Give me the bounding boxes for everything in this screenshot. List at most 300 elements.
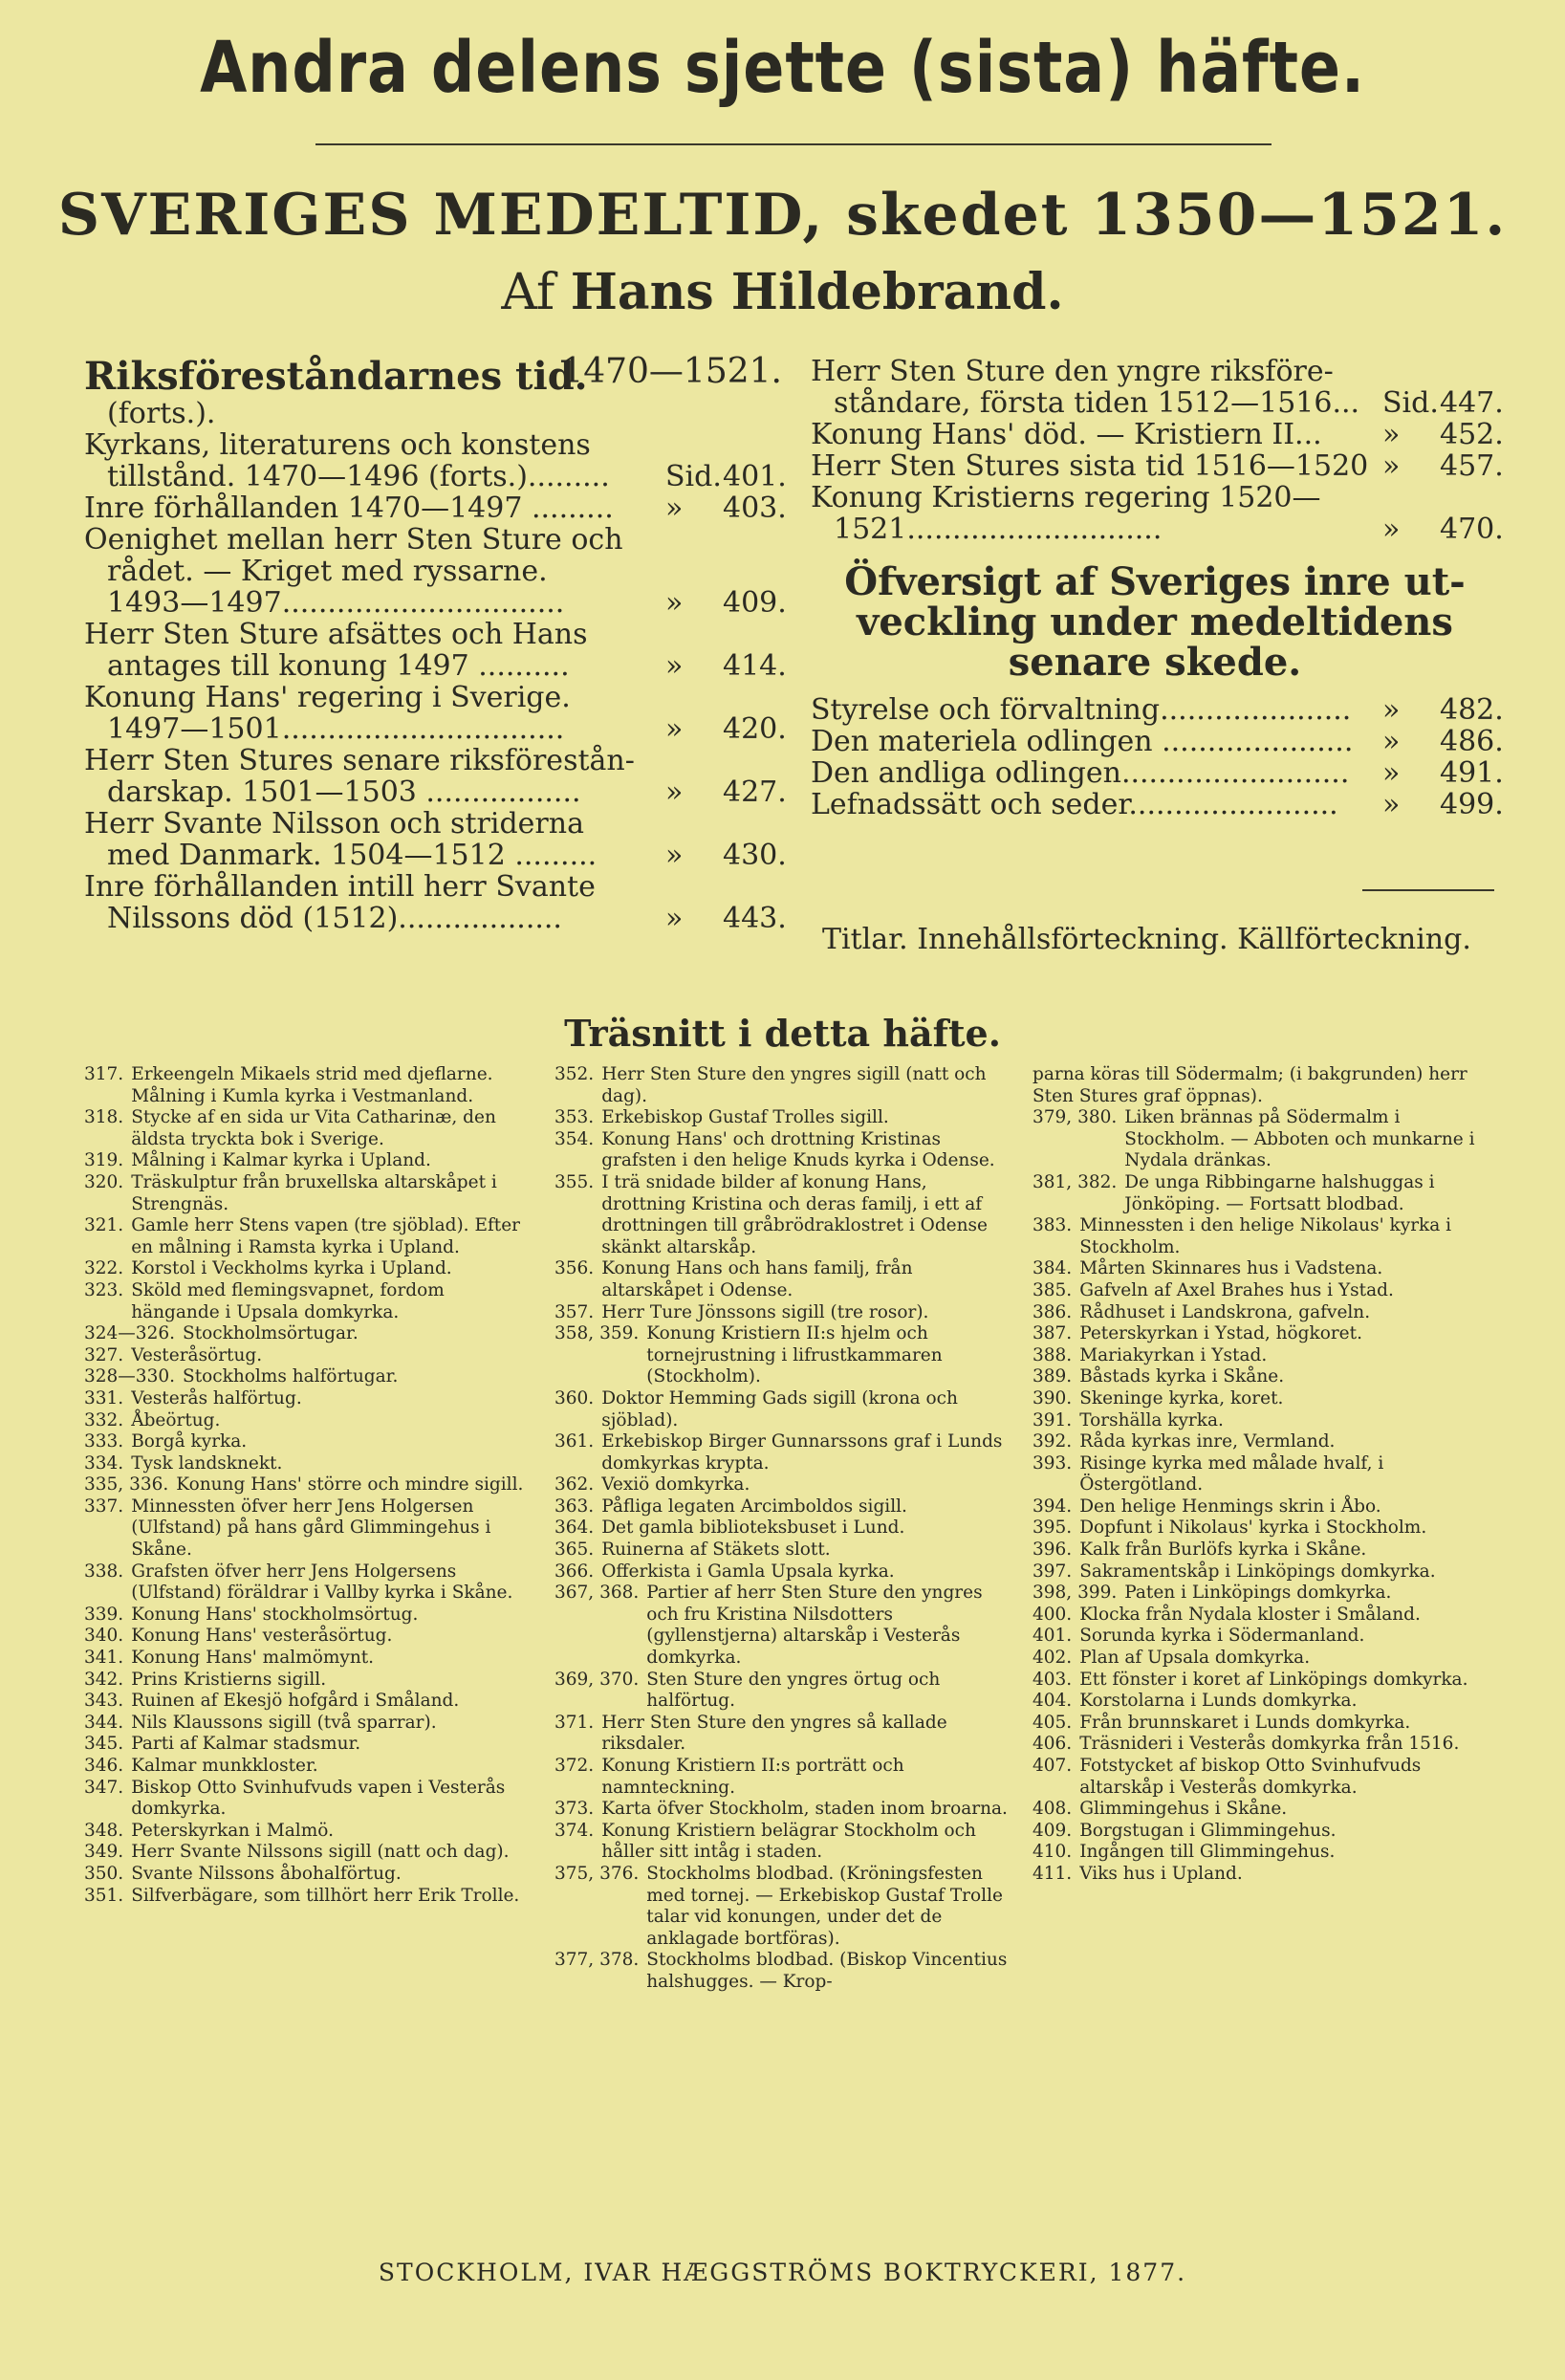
illustration-caption: Konung Hans' malmömynt. — [131, 1648, 375, 1669]
illustration-caption: Stockholms blodbad. (Biskop Vincentius halshugges. — Krop- — [646, 1950, 1008, 1992]
illustration-entry — [1032, 1388, 1501, 1410]
illustration-number: 334. — [84, 1452, 124, 1474]
illustration-number: 357. — [554, 1301, 595, 1322]
illustration-number: 404. — [1032, 1691, 1073, 1712]
illustration-caption: Liken brännas på Södermalm i Stockholm. — Abboten och munkarne i Nydala dränkas. — [1124, 1107, 1475, 1171]
contents-entry — [84, 775, 787, 809]
illustration-number: 388. — [1032, 1344, 1073, 1365]
illustration-number: 410. — [1032, 1842, 1073, 1863]
illustration-entry — [554, 1431, 1013, 1474]
illustration-caption: Mariakyrkan i Ystad. — [1079, 1344, 1268, 1365]
title-divider — [315, 143, 1272, 145]
contents-entry-title: Herr Svante Nilsson och striderna — [84, 807, 584, 841]
illustration-entry — [84, 1605, 533, 1627]
illustration-caption: Träsnideri i Vesterås domkyrka från 1516. — [1079, 1734, 1460, 1755]
contents-entry — [811, 356, 1499, 387]
illustration-number: 392. — [1032, 1431, 1073, 1452]
illustration-number: 373. — [554, 1799, 595, 1820]
illustrations-title: Träsnitt i detta häfte. — [564, 1012, 1001, 1055]
illustration-entry — [84, 1756, 533, 1778]
illustration-number: 405. — [1032, 1712, 1073, 1733]
illustration-number: 349. — [84, 1842, 124, 1863]
illustration-entry — [1032, 1626, 1501, 1648]
illustration-number: 335, 336. — [84, 1474, 169, 1496]
contents-entry — [84, 808, 782, 840]
illustration-entry — [84, 1886, 533, 1908]
illustration-caption: Stockholms blodbad. (Kröningsfesten med tornej. — Erkebiskop Gustaf Trolle talar vid konungen, under det de anklagade bortföras). — [646, 1863, 1003, 1949]
illustration-number: 323. — [84, 1279, 124, 1300]
contents-entry — [811, 788, 1504, 821]
page-marker: » — [1382, 756, 1401, 790]
page-marker: » — [665, 586, 684, 620]
illustration-caption: Glimmingehus i Skåne. — [1079, 1799, 1288, 1820]
illustration-number: 318. — [84, 1107, 124, 1128]
illustration-caption: Båstads kyrka i Skåne. — [1079, 1366, 1285, 1387]
page-number: 491. — [1440, 756, 1504, 790]
contents-entry-title: rådet. — Kriget med ryssarne. — [107, 555, 548, 588]
illustration-number: 353. — [554, 1107, 595, 1128]
illustration-number: 324—326. — [84, 1323, 176, 1344]
illustration-number: 398, 399. — [1032, 1583, 1118, 1604]
illustration-number: 320. — [84, 1171, 124, 1192]
illustration-caption: parna köras till Södermalm; (i bakgrunden) herr Sten Stures graf öppnas). — [1032, 1064, 1467, 1106]
contents-entry — [811, 449, 1504, 483]
illustration-caption: Erkebiskop Gustaf Trolles sigill. — [601, 1107, 889, 1128]
illustration-entry — [84, 1626, 533, 1648]
illustration-entry — [554, 1129, 1013, 1172]
illustration-number: 386. — [1032, 1301, 1073, 1322]
illustration-caption: Offerkista i Gamla Upsala kyrka. — [601, 1561, 895, 1582]
illustration-entry — [84, 1670, 533, 1692]
contents-entry-page — [665, 902, 787, 935]
illustration-entry — [554, 1496, 1013, 1518]
illustration-entry — [1032, 1713, 1501, 1735]
illustration-caption: Konung Hans' stockholmsörtug. — [131, 1604, 419, 1625]
illustration-entry — [84, 1280, 533, 1323]
contents-entry-title: Nilssons död (1512).................. — [107, 902, 562, 935]
illustration-caption: Träskulptur från bruxellska altarskåpet i Strengnäs. — [131, 1171, 497, 1214]
illustration-caption: Viks hus i Upland. — [1079, 1863, 1243, 1884]
illustration-entry — [1032, 1345, 1501, 1367]
illustration-caption: Dopfunt i Nikolaus' kyrka i Stockholm. — [1079, 1518, 1427, 1539]
illustration-caption: Doktor Hemming Gads sigill (krona och sjöblad). — [601, 1387, 958, 1430]
illustration-caption: Biskop Otto Svinhufvuds vapen i Vesterås domkyrka. — [131, 1777, 506, 1820]
illustration-entry — [84, 1150, 533, 1172]
illustration-entry — [554, 1821, 1013, 1864]
contents-entry-title: Kyrkans, literaturens och konstens — [84, 428, 591, 462]
illustration-number: 366. — [554, 1561, 595, 1582]
illustration-number: 365. — [554, 1539, 595, 1561]
illustration-entry — [554, 1518, 1013, 1539]
illustration-entry — [1032, 1842, 1501, 1864]
page-number: 470. — [1440, 513, 1504, 546]
contents-entry-title: 1497—1501............................... — [107, 712, 565, 746]
contents-entry-title: Den andliga odlingen......................... — [811, 756, 1350, 790]
illustration-number: 403. — [1032, 1669, 1073, 1690]
contents-entry-title: Herr Sten Stures senare riksförestån- — [84, 744, 635, 777]
contents-entry-page — [665, 649, 787, 683]
illustration-number: 391. — [1032, 1409, 1073, 1430]
page-marker: » — [665, 775, 684, 809]
illustration-entry — [84, 1453, 533, 1475]
illustration-entry — [84, 1410, 533, 1432]
contents-entry-page — [665, 491, 787, 525]
illustration-number: 343. — [84, 1691, 124, 1712]
illustration-entry — [1032, 1605, 1501, 1627]
illustration-caption: Mårten Skinnares hus i Vadstena. — [1079, 1258, 1383, 1279]
illustration-number: 393. — [1032, 1452, 1073, 1474]
page-number: 482. — [1440, 693, 1504, 727]
contents-entry-page — [1382, 725, 1504, 758]
illustration-entry — [84, 1864, 533, 1886]
illustration-caption: Vexiö domkyrka. — [601, 1474, 750, 1496]
illustration-caption: Borgå kyrka. — [131, 1431, 248, 1452]
contents-entry-page — [665, 839, 787, 872]
illustration-entry — [1032, 1410, 1501, 1432]
page-number: 403. — [723, 491, 787, 525]
illustrations-column-2 — [554, 1064, 1013, 1994]
illustration-entry — [554, 1302, 1013, 1324]
illustration-caption: Råda kyrkas inre, Vermland. — [1079, 1431, 1336, 1452]
contents-entry-title: Konung Hans' regering i Sverige. — [84, 681, 571, 714]
illustration-entry — [554, 1756, 1013, 1799]
illustration-caption: Konung Kristiern II:s hjelm och tornejrustning i lifrustkammaren (Stockholm). — [646, 1323, 943, 1387]
contents-entry-title: antages till konung 1497 .......... — [107, 649, 570, 683]
illustration-caption: Herr Svante Nilssons sigill (natt och dag). — [131, 1842, 510, 1863]
illustration-entry — [554, 1713, 1013, 1756]
illustration-number: 338. — [84, 1561, 124, 1582]
illustration-number: 401. — [1032, 1626, 1073, 1647]
illustration-number: 364. — [554, 1518, 595, 1539]
illustration-number: 360. — [554, 1387, 595, 1408]
main-title: Andra delens sjette (sista) häfte. — [200, 27, 1365, 109]
illustration-number: 345. — [84, 1734, 124, 1755]
chapter-heading-title: Riksföreståndarnes tid. — [84, 354, 588, 399]
illustration-caption: Ett fönster i koret af Linköpings domkyrka. — [1079, 1669, 1468, 1690]
illustration-caption: Partier af herr Sten Sture den yngres och fru Kristina Nilsdotters (gyllenstjerna) altarskåp i Vesterås domkyrka. — [646, 1583, 983, 1669]
contents-entry-page — [1382, 788, 1504, 821]
contents-entry — [84, 491, 787, 525]
illustration-caption: Plan af Upsala domkyrka. — [1079, 1648, 1311, 1669]
illustration-number: 348. — [84, 1820, 124, 1841]
contents-entry-title: 1521............................ — [834, 513, 1163, 546]
illustration-number: 407. — [1032, 1756, 1073, 1776]
illustration-caption: Sakramentskåp i Linköpings domkyrka. — [1079, 1561, 1436, 1582]
illustration-entry — [1032, 1366, 1501, 1388]
illustration-entry — [1032, 1215, 1501, 1258]
contents-entry — [84, 460, 787, 493]
illustration-number: 389. — [1032, 1366, 1073, 1387]
illustration-number: 409. — [1032, 1820, 1073, 1841]
contents-entry — [84, 398, 782, 429]
illustration-entry — [84, 1345, 533, 1367]
chapter-heading-years: 1470—1521. — [561, 352, 782, 391]
illustration-caption: Stockholmsörtugar. — [183, 1323, 359, 1344]
page-number: 499. — [1440, 788, 1504, 821]
author-line — [0, 263, 1565, 321]
illustration-caption: Ruinerna af Stäkets slott. — [601, 1539, 831, 1561]
contents-entry — [811, 513, 1504, 546]
illustration-caption: De unga Ribbingarne halshuggas i Jönköping. — Fortsatt blodbad. — [1124, 1171, 1435, 1214]
illustration-caption: Sköld med flemingsvapnet, fordom hängande i Upsala domkyrka. — [131, 1279, 445, 1322]
contents-entry-title: med Danmark. 1504—1512 ......... — [107, 839, 598, 872]
contents-entry-title: 1493—1497............................... — [107, 586, 565, 620]
illustration-caption: Korstolarna i Lunds domkyrka. — [1079, 1691, 1358, 1712]
illustration-caption: Det gamla biblioteksbuset i Lund. — [601, 1518, 905, 1539]
illustration-number: 358, 359. — [554, 1323, 640, 1344]
contents-entry-title: (forts.). — [107, 397, 216, 430]
illustration-entry — [1032, 1670, 1501, 1692]
illustration-number: 408. — [1032, 1799, 1073, 1820]
page-number: 409. — [723, 586, 787, 620]
illustration-entry — [1032, 1323, 1501, 1345]
illustration-number: 339. — [84, 1604, 124, 1625]
illustration-caption: Fotstycket af biskop Otto Svinhufvuds altarskåp i Vesterås domkyrka. — [1079, 1756, 1422, 1798]
illustration-entry — [84, 1258, 533, 1280]
illustration-entry — [1032, 1821, 1501, 1843]
illustration-entry — [1032, 1864, 1501, 1886]
illustration-entry — [84, 1648, 533, 1670]
contents-entry — [84, 429, 782, 461]
illustration-number: 355. — [554, 1171, 595, 1192]
contents-entry-title: Lefnadssätt och seder....................... — [811, 788, 1338, 821]
illustration-entry — [554, 1064, 1013, 1107]
illustration-entry — [554, 1258, 1013, 1301]
illustration-entry — [1032, 1064, 1501, 1107]
illustration-entry — [554, 1474, 1013, 1496]
page-number: 430. — [723, 839, 787, 872]
contents-entry-page — [665, 460, 787, 493]
illustration-entry — [84, 1561, 533, 1605]
illustration-caption: Konung Hans' större och mindre sigill. — [176, 1474, 524, 1496]
contents-entry-page — [665, 712, 787, 746]
illustration-entry — [554, 1670, 1013, 1713]
illustration-number: 344. — [84, 1712, 124, 1733]
contents-entry — [84, 682, 782, 713]
illustration-caption: Rådhuset i Landskrona, gafveln. — [1079, 1301, 1371, 1322]
illustration-number: 379, 380. — [1032, 1107, 1118, 1128]
illustration-number: 383. — [1032, 1215, 1073, 1236]
illustration-entry — [1032, 1734, 1501, 1756]
illustration-number: 347. — [84, 1777, 124, 1798]
contents-right-list — [811, 355, 1504, 546]
illustration-caption: Vesteråsörtug. — [131, 1344, 263, 1365]
contents-entry — [811, 725, 1504, 758]
illustrations-column-1 — [84, 1064, 533, 1907]
contents-divider — [1362, 889, 1494, 891]
illustration-entry — [554, 1561, 1013, 1583]
illustration-caption: Torshälla kyrka. — [1079, 1409, 1224, 1430]
illustration-number: 328—330. — [84, 1366, 176, 1387]
illustration-number: 317. — [84, 1064, 124, 1084]
contents-entry-page — [665, 775, 787, 809]
contents-entry-page — [1382, 418, 1504, 451]
illustration-entry — [1032, 1302, 1501, 1324]
illustration-caption: Målning i Kalmar kyrka i Upland. — [131, 1150, 431, 1171]
page-number: 443. — [723, 902, 787, 935]
contents-entry — [84, 556, 782, 587]
illustration-entry — [84, 1496, 533, 1561]
illustration-entry — [1032, 1691, 1501, 1713]
contents-entry — [84, 902, 787, 935]
section-heading-line: Öfversigt af Sveriges inre ut- — [844, 559, 1466, 604]
contents-entry-title: ståndare, första tiden 1512—1516... — [834, 386, 1360, 420]
page-marker: » — [1382, 449, 1401, 483]
illustration-number: 350. — [84, 1863, 124, 1884]
illustration-number: 390. — [1032, 1387, 1073, 1408]
page-marker: » — [665, 839, 684, 872]
illustration-caption: Kalmar munkkloster. — [131, 1756, 318, 1776]
page-marker: » — [665, 491, 684, 525]
illustration-number: 369, 370. — [554, 1669, 640, 1690]
illustration-number: 354. — [554, 1128, 595, 1149]
illustration-entry — [84, 1107, 533, 1150]
illustration-entry — [554, 1323, 1013, 1388]
illustration-number: 319. — [84, 1150, 124, 1171]
contents-right-column — [811, 355, 1504, 821]
illustration-caption: Ruinen af Ekesjö hofgård i Småland. — [131, 1691, 460, 1712]
illustration-number: 362. — [554, 1474, 595, 1496]
section-heading — [811, 559, 1499, 685]
illustration-entry — [1032, 1648, 1501, 1670]
illustration-caption: Konung Hans' vesteråsörtug. — [131, 1626, 393, 1647]
illustration-number: 322. — [84, 1258, 124, 1279]
illustration-number: 361. — [554, 1431, 595, 1452]
illustration-number: 356. — [554, 1258, 595, 1279]
illustration-caption: Nils Klaussons sigill (två sparrar). — [131, 1712, 437, 1733]
illustration-number: 394. — [1032, 1496, 1073, 1517]
illustration-caption: Peterskyrkan i Ystad, högkoret. — [1079, 1323, 1362, 1344]
illustration-caption: Parti af Kalmar stadsmur. — [131, 1734, 361, 1755]
page-number: 457. — [1440, 449, 1504, 483]
page-marker: Sid. — [665, 460, 722, 493]
illustration-number: 384. — [1032, 1258, 1073, 1279]
illustration-number: 375, 376. — [554, 1863, 640, 1884]
illustration-number: 351. — [84, 1885, 124, 1906]
illustration-entry — [1032, 1453, 1501, 1496]
illustration-caption: Konung Hans och hans familj, från altarskåpet i Odense. — [601, 1258, 913, 1300]
chapter-heading — [84, 352, 782, 399]
illustration-caption: Peterskyrkan i Malmö. — [131, 1820, 334, 1841]
illustration-number: 396. — [1032, 1539, 1073, 1561]
illustration-caption: Prins Kristierns sigill. — [131, 1669, 327, 1690]
page-number: 420. — [723, 712, 787, 746]
contents-entry — [84, 839, 787, 872]
illustration-entry — [84, 1713, 533, 1735]
contents-entry — [84, 745, 782, 776]
page-marker: » — [665, 902, 684, 935]
illustration-caption: Herr Sten Sture den yngres så kallade riksdaler. — [601, 1712, 947, 1755]
illustration-number: 400. — [1032, 1604, 1073, 1625]
contents-entry-page — [1382, 513, 1504, 546]
illustration-entry — [84, 1821, 533, 1843]
printer-imprint: STOCKHOLM, IVAR HÆGGSTRÖMS BOKTRYCKERI, 1877. — [378, 2259, 1187, 2286]
page-marker: » — [1382, 693, 1401, 727]
contents-left-list — [84, 397, 787, 935]
illustration-caption: Konung Hans' och drottning Kristinas grafsten i den helige Knuds kyrka i Odense. — [601, 1128, 995, 1171]
contents-entry — [84, 619, 782, 650]
contents-entry — [84, 649, 787, 683]
illustration-number: 342. — [84, 1669, 124, 1690]
illustration-caption: Erkeengeln Mikaels strid med djeflarne. Målning i Kumla kyrka i Vestmanland. — [131, 1064, 493, 1106]
contents-entry-title: Konung Kristierns regering 1520— — [811, 481, 1321, 514]
illustration-entry — [84, 1388, 533, 1410]
illustration-entry — [1032, 1172, 1501, 1215]
illustration-number: 411. — [1032, 1863, 1073, 1884]
illustration-caption: Påfliga legaten Arcimboldos sigill. — [601, 1496, 907, 1517]
illustration-caption: Herr Sten Sture den yngres sigill (natt och dag). — [601, 1064, 987, 1106]
illustration-entry — [84, 1431, 533, 1453]
illustration-caption: Stycke af en sida ur Vita Catharinæ, den äldsta tryckta bok i Sverige. — [131, 1107, 496, 1149]
illustration-number: 352. — [554, 1064, 595, 1084]
illustration-number: 340. — [84, 1626, 124, 1647]
illustration-caption: Gafveln af Axel Brahes hus i Ystad. — [1079, 1279, 1394, 1300]
page-number: 427. — [723, 775, 787, 809]
page-marker: » — [665, 649, 684, 683]
illustration-caption: I trä snidade bilder af konung Hans, drottning Kristina och deras familj, i ett af drottningen till gråbrödraklostret i Odense skänkt altarskåp. — [601, 1171, 988, 1257]
illustration-entry — [554, 1799, 1013, 1821]
illustration-number: 377, 378. — [554, 1950, 640, 1971]
illustration-caption: Den helige Henmings skrin i Åbo. — [1079, 1496, 1381, 1517]
illustration-number: 381, 382. — [1032, 1171, 1118, 1192]
section-contents-list — [811, 693, 1504, 821]
illustration-number: 331. — [84, 1387, 124, 1408]
page-marker: Sid. — [1382, 386, 1439, 420]
section-heading-line: veckling under medeltidens — [857, 600, 1453, 644]
contents-entry — [811, 386, 1504, 420]
illustration-caption: Konung Kristiern II:s porträtt och namnteckning. — [601, 1756, 904, 1798]
illustration-number: 406. — [1032, 1734, 1073, 1755]
contents-entry-page — [1382, 449, 1504, 483]
book-subtitle: SVERIGES MEDELTID, skedet 1350—1521. — [57, 182, 1508, 249]
page-number: 414. — [723, 649, 787, 683]
illustration-number: 341. — [84, 1648, 124, 1669]
illustration-entry — [554, 1864, 1013, 1950]
illustration-entry — [84, 1064, 533, 1107]
contents-entry-page — [1382, 693, 1504, 727]
contents-entry — [811, 693, 1504, 727]
illustration-caption: Tysk landsknekt. — [131, 1452, 283, 1474]
illustration-caption: Skeninge kyrka, koret. — [1079, 1387, 1284, 1408]
page-number: 486. — [1440, 725, 1504, 758]
page-marker: » — [1382, 418, 1401, 451]
illustration-caption: Kalk från Burlöfs kyrka i Skåne. — [1079, 1539, 1367, 1561]
illustration-entry — [84, 1172, 533, 1215]
illustration-entry — [1032, 1431, 1501, 1453]
illustration-caption: Herr Ture Jönssons sigill (tre rosor). — [601, 1301, 929, 1322]
illustration-number: 397. — [1032, 1561, 1073, 1582]
illustration-entry — [554, 1950, 1013, 1993]
illustration-entry — [84, 1778, 533, 1821]
illustration-caption: Sorunda kyrka i Södermanland. — [1079, 1626, 1365, 1647]
illustration-number: 387. — [1032, 1323, 1073, 1344]
illustration-caption: Från brunnskaret i Lunds domkyrka. — [1079, 1712, 1411, 1733]
contents-entry-title: Oenighet mellan herr Sten Sture och — [84, 523, 623, 557]
illustration-caption: Risinge kyrka med målade hvalf, i Östergötland. — [1079, 1452, 1384, 1496]
illustration-caption: Ingången till Glimmingehus. — [1079, 1842, 1336, 1863]
illustration-caption: Korstol i Veckholms kyrka i Upland. — [131, 1258, 452, 1279]
illustration-caption: Karta öfver Stockholm, staden inom broarna. — [601, 1799, 1008, 1820]
page-number: 447. — [1440, 386, 1504, 420]
illustration-entry — [84, 1842, 533, 1864]
illustration-entry — [1032, 1107, 1501, 1172]
illustration-caption: Klocka från Nydala kloster i Småland. — [1079, 1604, 1421, 1625]
illustration-entry — [1032, 1756, 1501, 1799]
illustration-caption: Borgstugan i Glimmingehus. — [1079, 1820, 1337, 1841]
illustration-caption: Minnessten öfver herr Jens Holgersen (Ulfstand) på hans gård Glimmingehus i Skåne. — [131, 1496, 491, 1561]
illustration-number: 321. — [84, 1215, 124, 1236]
contents-entry-page — [1382, 386, 1504, 420]
